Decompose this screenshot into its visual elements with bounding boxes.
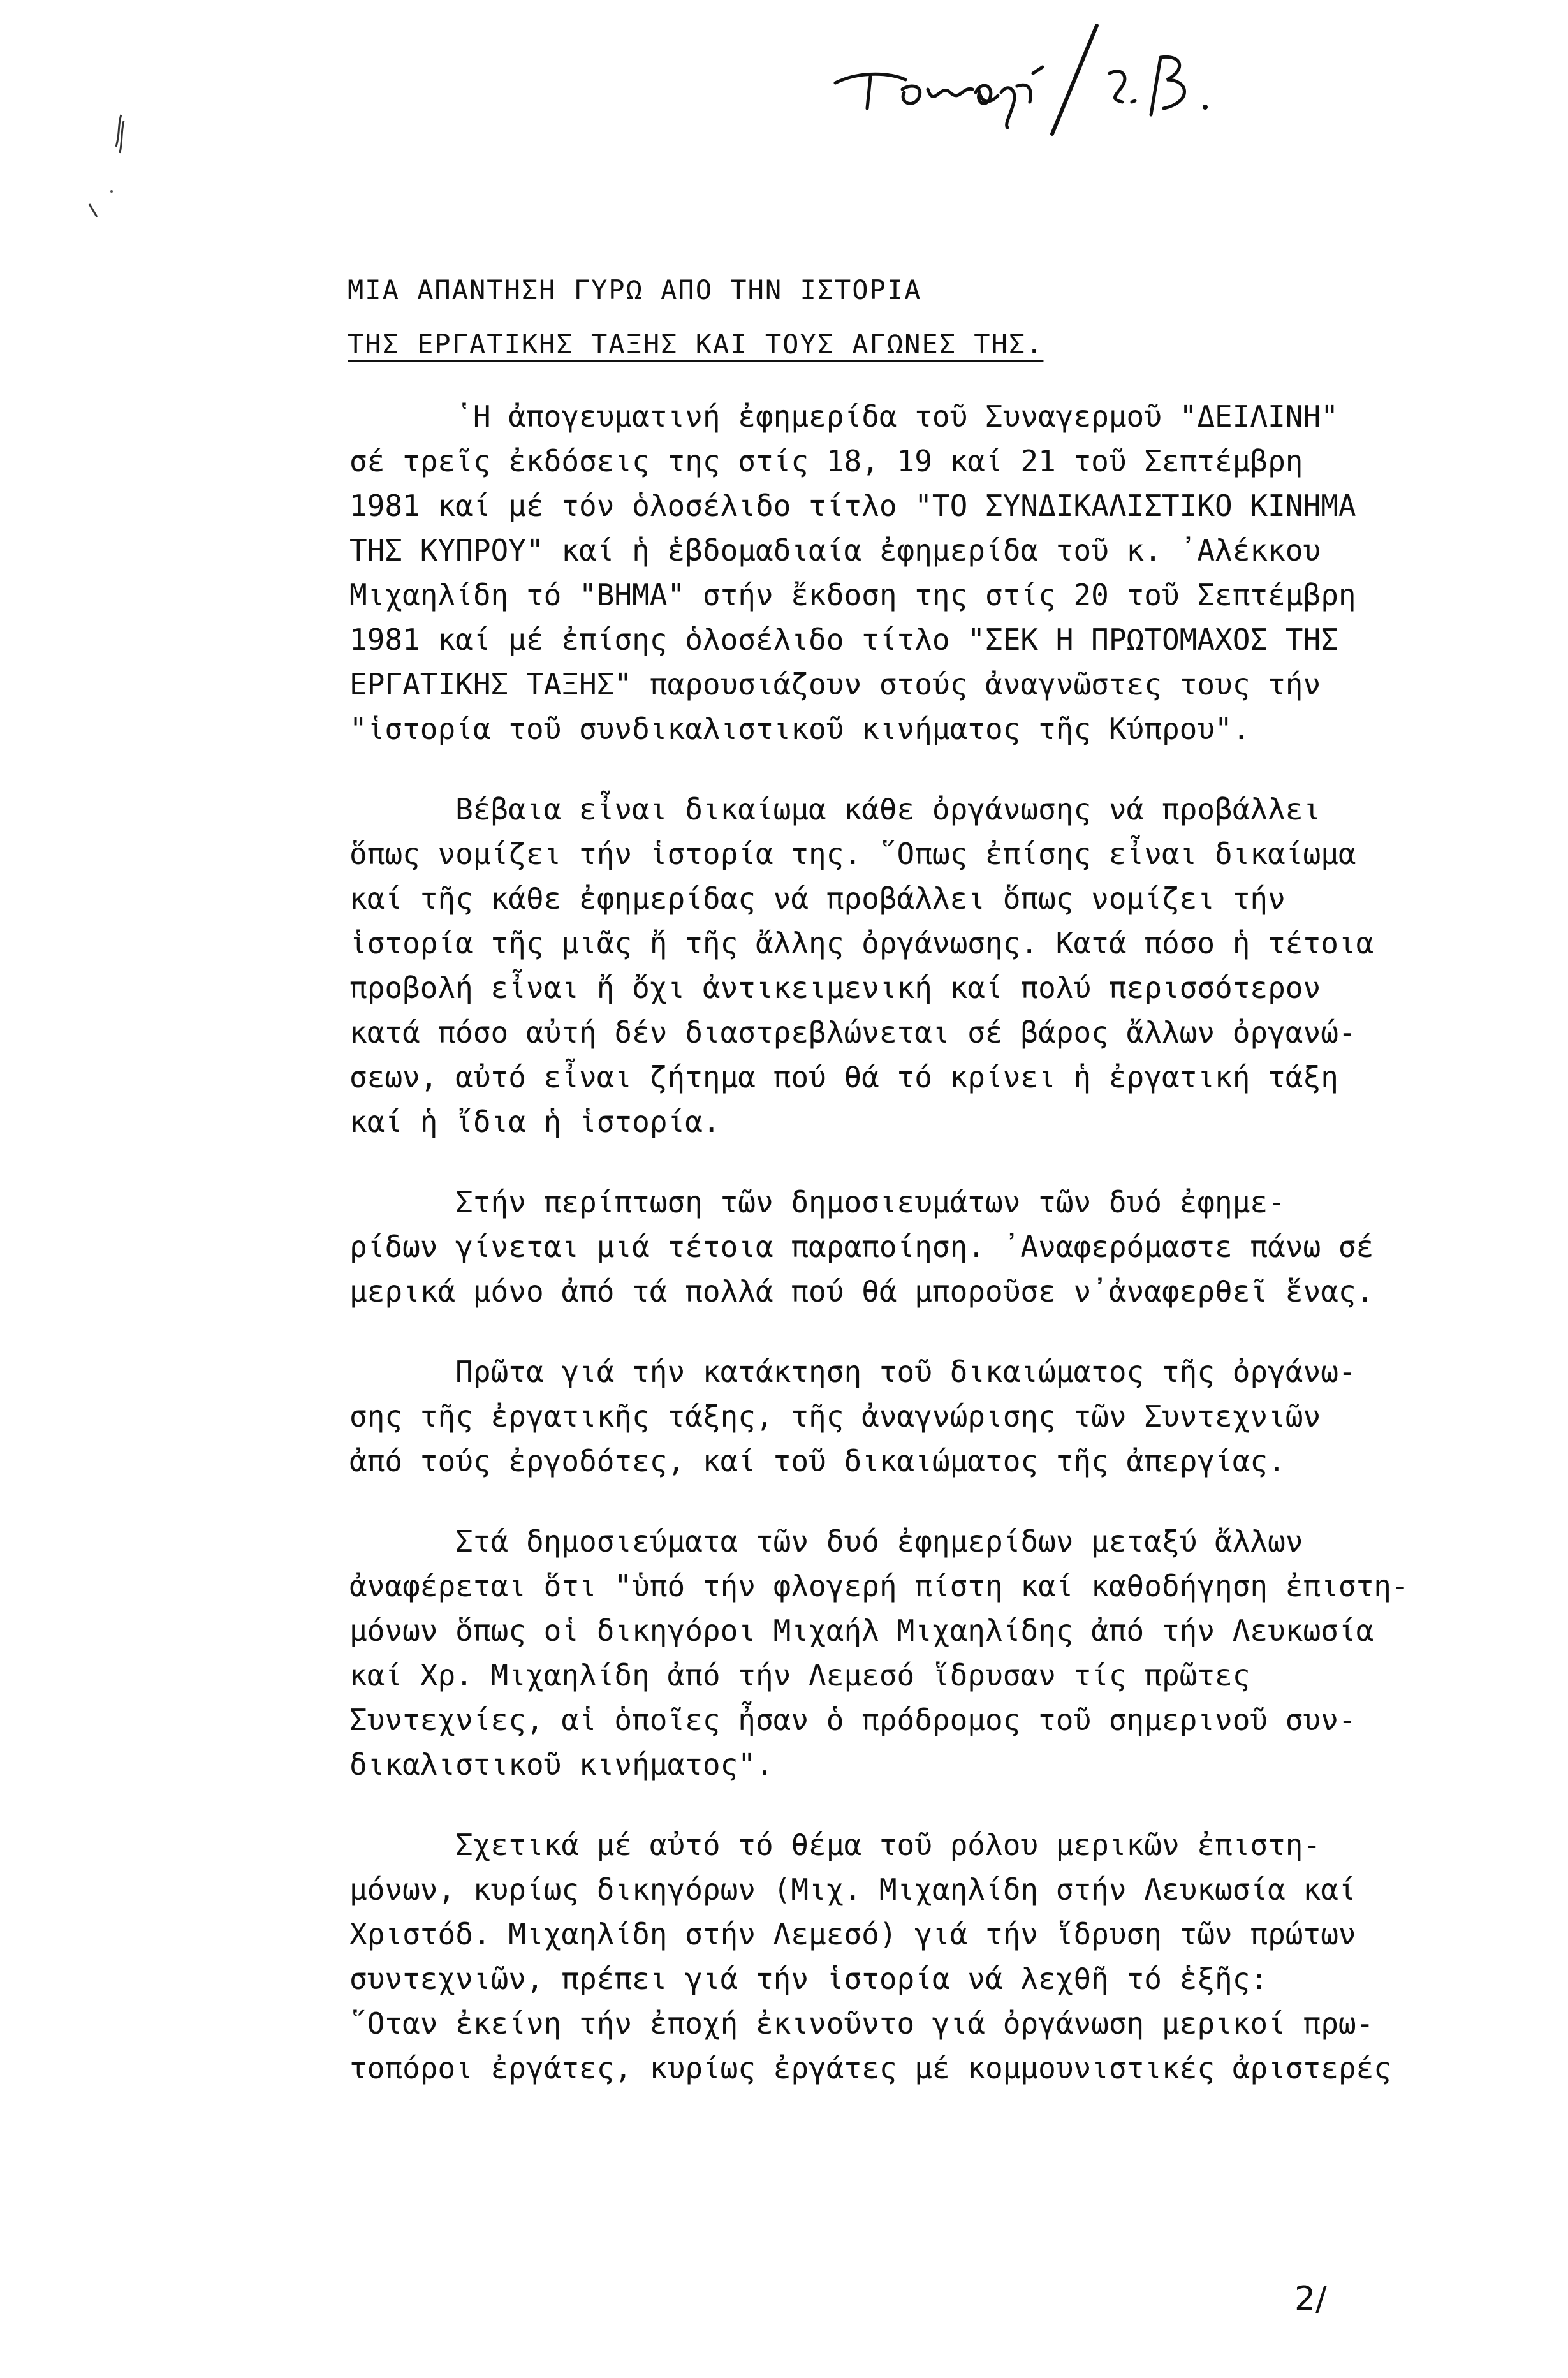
paragraph-5 <box>349 1519 1561 1787</box>
paragraph-1 <box>349 394 1561 751</box>
text-line: 1981 καί μέ ἐπίσης ὁλοσέλιδο τίτλο "ΣΕΚ Η ΠΡΩΤΟΜΑΧΟΣ ΤΗΣ <box>349 622 1338 657</box>
document-body <box>349 394 1561 2126</box>
paragraph-3 <box>349 1180 1561 1314</box>
text-line: μόνων, κυρίως δικηγόρων (Μιχ. Μιχαηλίδη στήν Λευκωσία καί <box>349 1872 1356 1907</box>
text-line: Στήν περίπτωση τῶν δημοσιευμάτων τῶν δυό ἐφημε- <box>349 1185 1286 1219</box>
text-line: μερικά μόνο ἀπό τά πολλά πού θά μποροῦσε ν᾿ἀναφερθεῖ ἕνας. <box>349 1274 1374 1309</box>
paragraph-2 <box>349 787 1561 1144</box>
text-line: σης τῆς ἐργατικῆς τάξης, τῆς ἀναγνώρισης τῶν Συντεχνιῶν <box>349 1399 1321 1434</box>
text-line: "ἱστορία τοῦ συνδικαλιστικοῦ κινήματος τῆς Κύπρου". <box>349 712 1250 746</box>
text-line: ἀναφέρεται ὅτι "ὑπό τήν φλογερή πίστη καί καθοδήγηση ἐπιστη- <box>349 1569 1409 1603</box>
text-line: Μιχαηλίδη τό "ΒΗΜΑ" στήν ἔκδοση της στίς 20 τοῦ Σεπτέμβρη <box>349 578 1356 612</box>
document-title-line-1: ΜΙΑ ΑΠΑΝΤΗΣΗ ΓΥΡΩ ΑΠΟ ΤΗΝ ΙΣΤΟΡΙΑ <box>348 274 922 305</box>
text-line: Συντεχνίες, αἱ ὁποῖες ἦσαν ὁ πρόδρομος τοῦ σημερινοῦ συν- <box>349 1703 1356 1737</box>
text-line: ῾Η ἀπογευματινή ἐφημερίδα τοῦ Συναγερμοῦ "ΔΕΙΛΙΝΗ" <box>349 399 1338 434</box>
margin-marks <box>83 96 140 242</box>
text-line: καί Χρ. Μιχαηλίδη ἀπό τήν Λεμεσό ἵδρυσαν τίς πρῶτες <box>349 1658 1250 1692</box>
text-line: Χριστόδ. Μιχαηλίδη στήν Λεμεσό) γιά τήν ἵδρυση τῶν πρώτων <box>349 1917 1356 1951</box>
text-line: ὅπως νομίζει τήν ἱστορία της. ῞Οπως ἐπίσης εἶναι δικαίωμα <box>349 837 1356 871</box>
text-line: Πρῶτα γιά τήν κατάκτηση τοῦ δικαιώματος τῆς ὀργάνω- <box>349 1354 1356 1389</box>
text-line: συντεχνιῶν, πρέπει γιά τήν ἱστορία νά λεχθῆ τό ἑξῆς: <box>349 1962 1268 1996</box>
text-line: σεων, αὐτό εἶναι ζήτημα πού θά τό κρίνει ἡ ἐργατική τάξη <box>349 1060 1338 1094</box>
paragraph-6 <box>349 1823 1561 2090</box>
text-line: ρίδων γίνεται μιά τέτοια παραποίηση. ᾿Αναφερόμαστε πάνω σέ <box>349 1229 1374 1264</box>
text-line: 1981 καί μέ τόν ὁλοσέλιδο τίτλο "ΤΟ ΣΥΝΔΙΚΑΛΙΣΤΙΚΟ ΚΙΝΗΜΑ <box>349 488 1356 523</box>
text-line: μόνων ὅπως οἱ δικηγόροι Μιχαήλ Μιχαηλίδης ἀπό τήν Λευκωσία <box>349 1613 1374 1648</box>
page-number: 2/ <box>1294 2280 1327 2318</box>
paragraph-4 <box>349 1349 1561 1483</box>
text-line: ῞Οταν ἐκείνη τήν ἐποχή ἐκινοῦντο γιά ὀργάνωση μερικοί πρω- <box>349 2006 1374 2041</box>
text-line: ἀπό τούς ἐργοδότες, καί τοῦ δικαιώματος τῆς ἀπεργίας. <box>349 1444 1286 1478</box>
text-line: Στά δημοσιεύματα τῶν δυό ἐφημερίδων μεταξύ ἄλλων <box>349 1524 1303 1559</box>
text-line: σέ τρεῖς ἐκδόσεις της στίς 18, 19 καί 21 τοῦ Σεπτέμβρη <box>349 444 1303 478</box>
text-line: κατά πόσο αὐτή δέν διαστρεβλώνεται σέ βάρος ἄλλων ὀργανώ- <box>349 1015 1356 1050</box>
text-line: Βέβαια εἶναι δικαίωμα κάθε ὀργάνωσης νά προβάλλει <box>349 792 1321 826</box>
text-line: ἱστορία τῆς μιᾶς ἤ τῆς ἄλλης ὀργάνωσης. Κατά πόσο ἡ τέτοια <box>349 926 1374 960</box>
text-line: ΤΗΣ ΚΥΠΡΟΥ" καί ἡ ἑβδομαδιαία ἐφημερίδα τοῦ κ. ᾿Αλέκκου <box>349 533 1321 568</box>
text-line: δικαλιστικοῦ κινήματος". <box>349 1747 773 1782</box>
text-line: τοπόροι ἐργάτες, κυρίως ἐργάτες μέ κομμουνιστικές ἀριστερές <box>349 2051 1391 2085</box>
document-title-line-2: ΤΗΣ ΕΡΓΑΤΙΚΗΣ ΤΑΞΗΣ ΚΑΙ ΤΟΥΣ ΑΓΩΝΕΣ ΤΗΣ. <box>348 328 1044 360</box>
text-line: καί τῆς κάθε ἐφημερίδας νά προβάλλει ὅπως νομίζει τήν <box>349 881 1286 916</box>
text-line: Σχετικά μέ αὐτό τό θέμα τοῦ ρόλου μερικῶν ἐπιστη- <box>349 1828 1321 1862</box>
text-line: ΕΡΓΑΤΙΚΗΣ ΤΑΞΗΣ" παρουσιάζουν στούς ἀναγνῶστες τους τήν <box>349 667 1321 701</box>
text-line: καί ἡ ἴδια ἡ ἱστορία. <box>349 1105 721 1139</box>
handwritten-annotation <box>823 13 1282 140</box>
text-line: προβολή εἶναι ἤ ὄχι ἀντικειμενική καί πολύ περισσότερον <box>349 971 1321 1005</box>
